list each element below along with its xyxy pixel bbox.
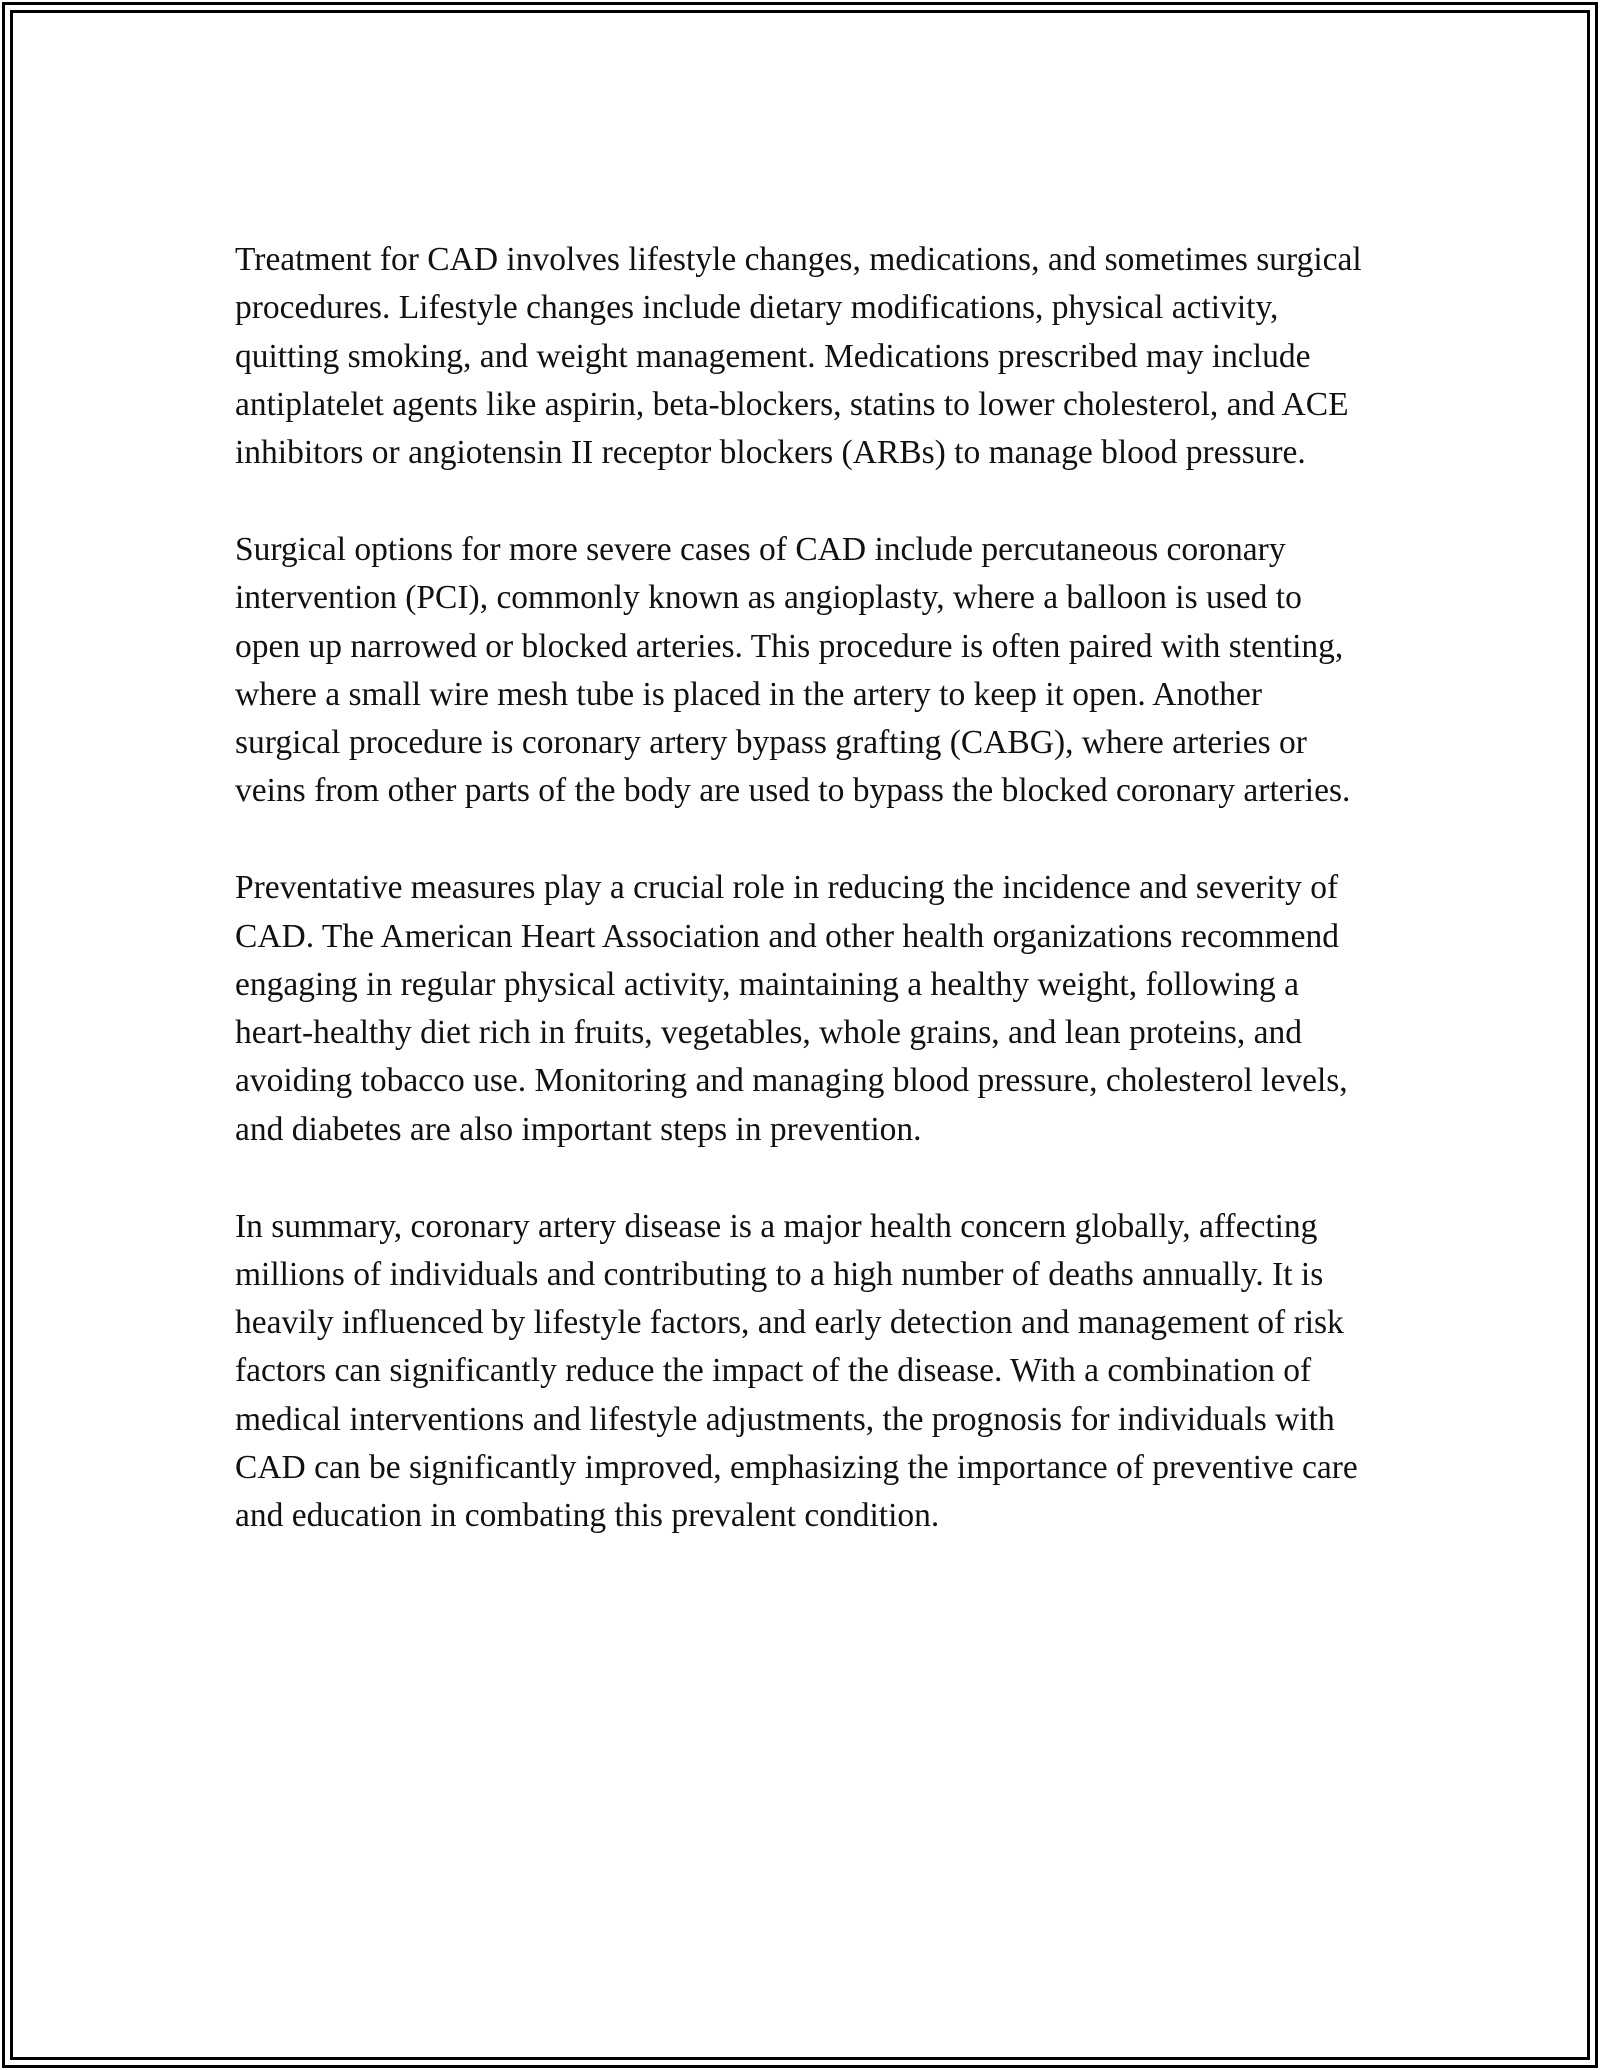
paragraph-summary: In summary, coronary artery disease is a major health concern globally, affecting millions of individuals and contributing to a high number of deaths annually. It is heavily influenced by lifestyle factors, and early detection and management of risk factors can significantly reduce the impact of the disease. With a combination of medical interventions and lifestyle adjustments, the prognosis for individuals with CAD can be significantly improved, emphasizing the importance of preventive care and education in combating this prevalent condition. <box>235 1207 1358 1535</box>
paragraph-surgical-options: Surgical options for more severe cases of CAD include percutaneous coronary intervention (PCI), commonly known as angioplasty, where a balloon is used to open up narrowed or blocked arteries. This procedure is often paired with stenting, where a small wire mesh tube is placed in the artery to keep it open. Another surgical procedure is coronary artery bypass grafting (CABG), where arteries or veins from other parts of the body are used to bypass the blocked coronary arteries. <box>235 530 1351 810</box>
paragraph-treatment: Treatment for CAD involves lifestyle changes, medications, and sometimes surgical procedures. Lifestyle changes include dietary modifications, physical activity, quitting smoking, and weight management. Medications prescribed may include antiplatelet agents like aspirin, beta-blockers, statins to lower cholesterol, and ACE inhibitors or angiotensin II receptor blockers (ARBs) to manage blood pressure. <box>235 241 1362 472</box>
paragraph-prevention: Preventative measures play a crucial role in reducing the incidence and severity of CAD. The American Heart Association and other health organizations recommend engaging in regular physical activity, maintaining a healthy weight, following a heart-healthy diet rich in fruits, vegetables, whole grains, and lean proteins, and avoiding tobacco use. Monitoring and managing blood pressure, cholesterol levels, and diabetes are also important steps in prevention. <box>235 869 1348 1148</box>
document-body <box>235 236 1375 1541</box>
